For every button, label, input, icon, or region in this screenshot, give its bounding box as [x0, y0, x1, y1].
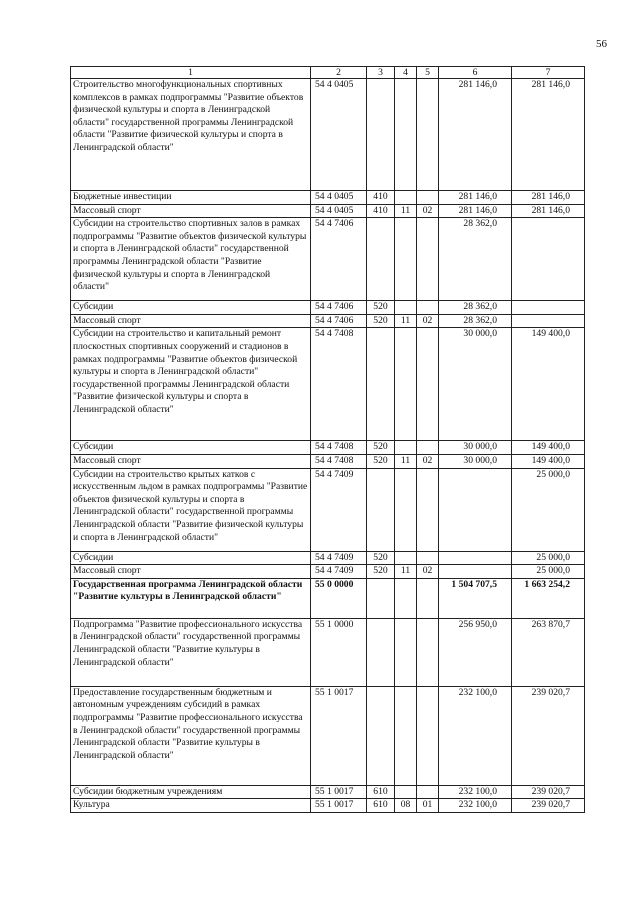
row-expense-type-cell	[367, 618, 395, 686]
row-subsection-cell	[417, 79, 439, 191]
row-amount-2-cell: 239 020,7	[512, 785, 585, 799]
row-name-cell: Массовый спорт	[71, 565, 311, 579]
row-section-cell: 11	[395, 314, 417, 328]
row-section-cell	[395, 468, 417, 551]
table-row	[71, 565, 585, 579]
row-expense-type-cell	[367, 468, 395, 551]
table-row	[71, 314, 585, 328]
header-col-5: 5	[417, 67, 439, 79]
row-code-cell: 54 4 0405	[311, 79, 367, 191]
row-expense-type-cell: 410	[367, 204, 395, 218]
row-code-cell: 54 4 7406	[311, 218, 367, 301]
row-amount-2-cell: 149 400,0	[512, 454, 585, 468]
row-section-cell	[395, 551, 417, 565]
table-row	[71, 218, 585, 301]
row-expense-type-cell: 520	[367, 301, 395, 315]
row-amount-2-cell: 25 000,0	[512, 468, 585, 551]
row-amount-1-cell: 281 146,0	[439, 204, 512, 218]
row-name-cell: Субсидии бюджетным учреждениям	[71, 785, 311, 799]
row-code-cell: 54 4 7409	[311, 565, 367, 579]
table-row	[71, 468, 585, 551]
row-expense-type-cell	[367, 328, 395, 441]
table-row	[71, 551, 585, 565]
row-subsection-cell	[417, 468, 439, 551]
row-code-cell: 54 4 7406	[311, 314, 367, 328]
row-expense-type-cell: 520	[367, 565, 395, 579]
row-amount-2-cell: 149 400,0	[512, 441, 585, 455]
row-name-cell: Массовый спорт	[71, 314, 311, 328]
row-amount-1-cell: 232 100,0	[439, 799, 512, 813]
row-amount-1-cell: 30 000,0	[439, 328, 512, 441]
row-expense-type-cell: 520	[367, 551, 395, 565]
table-row	[71, 441, 585, 455]
row-code-cell: 54 4 7409	[311, 551, 367, 565]
row-name-cell: Субсидии	[71, 551, 311, 565]
table-row	[71, 618, 585, 686]
row-amount-2-cell: 281 146,0	[512, 204, 585, 218]
row-section-cell	[395, 218, 417, 301]
row-amount-2-cell: 281 146,0	[512, 191, 585, 205]
row-section-cell: 11	[395, 565, 417, 579]
row-amount-1-cell: 28 362,0	[439, 314, 512, 328]
table-row	[71, 578, 585, 618]
row-section-cell	[395, 79, 417, 191]
row-subsection-cell	[417, 785, 439, 799]
row-code-cell: 54 4 7406	[311, 301, 367, 315]
row-amount-2-cell	[512, 314, 585, 328]
row-expense-type-cell	[367, 218, 395, 301]
row-amount-1-cell	[439, 551, 512, 565]
row-amount-1-cell: 281 146,0	[439, 191, 512, 205]
table-row	[71, 799, 585, 813]
row-amount-1-cell	[439, 468, 512, 551]
row-name-cell: Массовый спорт	[71, 204, 311, 218]
row-code-cell: 55 1 0000	[311, 618, 367, 686]
header-col-3: 3	[367, 67, 395, 79]
row-amount-1-cell: 28 362,0	[439, 218, 512, 301]
row-subsection-cell: 01	[417, 799, 439, 813]
row-code-cell: 55 1 0017	[311, 785, 367, 799]
row-section-cell	[395, 328, 417, 441]
row-subsection-cell: 02	[417, 565, 439, 579]
row-section-cell	[395, 441, 417, 455]
row-section-cell	[395, 191, 417, 205]
table-row	[71, 785, 585, 799]
table-row	[71, 191, 585, 205]
row-amount-2-cell	[512, 218, 585, 301]
row-subsection-cell	[417, 551, 439, 565]
row-amount-1-cell: 1 504 707,5	[439, 578, 512, 618]
row-subsection-cell	[417, 328, 439, 441]
row-amount-1-cell: 30 000,0	[439, 454, 512, 468]
row-amount-2-cell: 25 000,0	[512, 565, 585, 579]
row-section-cell	[395, 686, 417, 785]
row-subsection-cell	[417, 618, 439, 686]
row-name-cell: Культура	[71, 799, 311, 813]
row-code-cell: 55 0 0000	[311, 578, 367, 618]
row-name-cell: Субсидии на строительство крытых катков с искусственным льдом в рамках подпрограммы "Развитие объектов физической культуры и спорта в Ленинградской области" государственной программы Ленинградской области "Развитие физической культуры и спорта в Ленинградской области"	[71, 468, 311, 551]
row-name-cell: Субсидии на строительство и капитальный ремонт плоскостных спортивных сооружений и стадионов в рамках подпрограммы "Развитие объектов физической культуры и спорта в Ленинградской области" государственной программы Ленинградской области "Развитие физической культуры и спорта в Ленинградской области"	[71, 328, 311, 441]
row-amount-2-cell: 239 020,7	[512, 799, 585, 813]
row-amount-1-cell: 256 950,0	[439, 618, 512, 686]
row-subsection-cell	[417, 218, 439, 301]
row-name-cell: Субсидии	[71, 441, 311, 455]
row-name-cell: Субсидии	[71, 301, 311, 315]
row-subsection-cell	[417, 191, 439, 205]
row-amount-1-cell: 28 362,0	[439, 301, 512, 315]
row-amount-2-cell: 25 000,0	[512, 551, 585, 565]
row-amount-1-cell: 232 100,0	[439, 686, 512, 785]
row-expense-type-cell	[367, 686, 395, 785]
row-section-cell	[395, 785, 417, 799]
row-name-cell: Государственная программа Ленинградской области "Развитие культуры в Ленинградской области"	[71, 578, 311, 618]
row-amount-1-cell	[439, 565, 512, 579]
header-col-7: 7	[512, 67, 585, 79]
row-expense-type-cell: 520	[367, 441, 395, 455]
row-amount-1-cell: 232 100,0	[439, 785, 512, 799]
row-subsection-cell: 02	[417, 454, 439, 468]
row-code-cell: 54 4 7408	[311, 441, 367, 455]
table-row	[71, 454, 585, 468]
table-row	[71, 328, 585, 441]
row-amount-2-cell	[512, 301, 585, 315]
table-row	[71, 686, 585, 785]
table-body	[71, 79, 585, 813]
row-section-cell	[395, 301, 417, 315]
row-section-cell: 11	[395, 454, 417, 468]
row-amount-1-cell: 281 146,0	[439, 79, 512, 191]
row-expense-type-cell: 610	[367, 799, 395, 813]
row-expense-type-cell	[367, 578, 395, 618]
row-subsection-cell	[417, 441, 439, 455]
header-row	[71, 67, 585, 79]
row-code-cell: 55 1 0017	[311, 686, 367, 785]
row-name-cell: Предоставление государственным бюджетным и автономным учреждениям субсидий в рамках подпрограммы "Развитие профессионального искусства в Ленинградской области" государственной программы Ленинградской области "Развитие культуры в Ленинградской области"	[71, 686, 311, 785]
page-number: 56	[596, 38, 607, 50]
row-code-cell: 55 1 0017	[311, 799, 367, 813]
row-section-cell	[395, 618, 417, 686]
row-subsection-cell	[417, 686, 439, 785]
row-amount-2-cell: 281 146,0	[512, 79, 585, 191]
row-subsection-cell	[417, 578, 439, 618]
table-row	[71, 204, 585, 218]
row-amount-2-cell: 263 870,7	[512, 618, 585, 686]
row-section-cell: 08	[395, 799, 417, 813]
row-expense-type-cell: 520	[367, 454, 395, 468]
row-expense-type-cell	[367, 79, 395, 191]
row-code-cell: 54 4 7409	[311, 468, 367, 551]
row-name-cell: Массовый спорт	[71, 454, 311, 468]
budget-table	[70, 66, 585, 813]
row-name-cell: Подпрограмма "Развитие профессионального искусства в Ленинградской области" государственной программы Ленинградской области "Развитие культуры в Ленинградской области"	[71, 618, 311, 686]
row-subsection-cell	[417, 301, 439, 315]
row-expense-type-cell: 410	[367, 191, 395, 205]
row-expense-type-cell: 610	[367, 785, 395, 799]
row-code-cell: 54 4 0405	[311, 204, 367, 218]
header-col-1: 1	[71, 67, 311, 79]
row-code-cell: 54 4 0405	[311, 191, 367, 205]
row-expense-type-cell: 520	[367, 314, 395, 328]
row-subsection-cell: 02	[417, 314, 439, 328]
row-name-cell: Субсидии на строительство спортивных залов в рамках подпрограммы "Развитие объектов физической культуры и спорта в Ленинградской области" государственной программы Ленинградской области "Развитие физической культуры и спорта в Ленинградской области"	[71, 218, 311, 301]
row-amount-2-cell: 149 400,0	[512, 328, 585, 441]
row-name-cell: Бюджетные инвестиции	[71, 191, 311, 205]
row-name-cell: Строительство многофункциональных спортивных комплексов в рамках подпрограммы "Развитие объектов физической культуры и спорта в Ленинградской области" государственной программы Ленинградской области "Развитие физической культуры и спорта в Ленинградской области"	[71, 79, 311, 191]
header-col-6: 6	[439, 67, 512, 79]
row-section-cell: 11	[395, 204, 417, 218]
row-amount-1-cell: 30 000,0	[439, 441, 512, 455]
row-amount-2-cell: 1 663 254,2	[512, 578, 585, 618]
table-row	[71, 301, 585, 315]
row-section-cell	[395, 578, 417, 618]
header-col-2: 2	[311, 67, 367, 79]
row-code-cell: 54 4 7408	[311, 328, 367, 441]
row-subsection-cell: 02	[417, 204, 439, 218]
row-amount-2-cell: 239 020,7	[512, 686, 585, 785]
table-row	[71, 79, 585, 191]
header-col-4: 4	[395, 67, 417, 79]
row-code-cell: 54 4 7408	[311, 454, 367, 468]
